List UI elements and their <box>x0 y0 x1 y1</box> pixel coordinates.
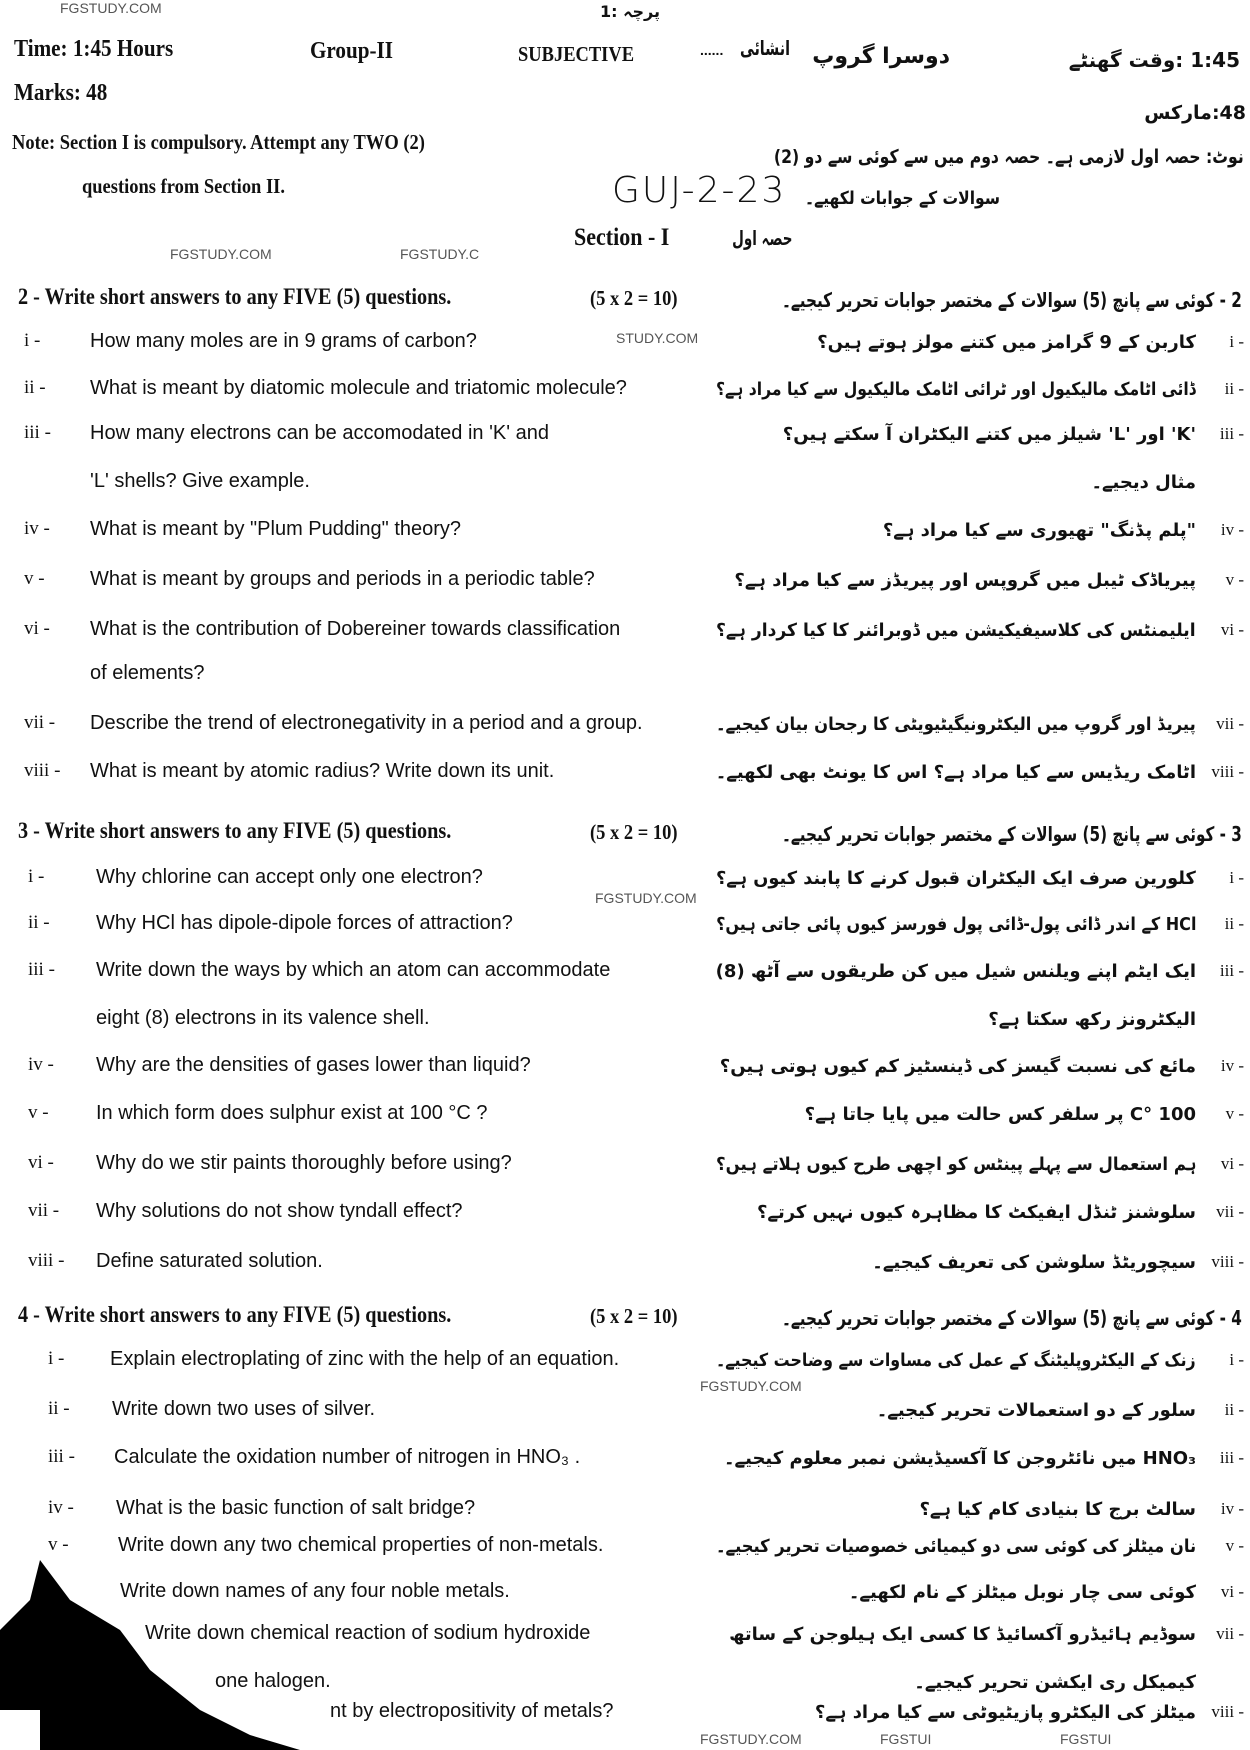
question-number: iii - <box>28 959 55 980</box>
watermark: FGSTUI <box>1060 1731 1112 1747</box>
time-label: Time: 1:45 Hours <box>14 36 174 62</box>
urdu-question-text: سیچوریٹڈ سلوشن کی تعریف کیجیے۔ <box>872 1252 1196 1273</box>
question-number: iv - <box>48 1497 74 1518</box>
urdu-note-line-1: نوٹ: حصہ اول لازمی ہے۔ حصہ دوم میں سے کوئی سے دو (2) <box>774 146 1244 168</box>
question-number: viii - <box>24 760 61 781</box>
urdu-question-text: 100 °C پر سلفر کس حالت میں پایا جاتا ہے؟ <box>804 1104 1196 1125</box>
question-number: ii - <box>24 377 46 398</box>
urdu-question-text: میٹلز کی الیکٹرو پازیٹیوٹی سے کیا مراد ہے؟ <box>814 1702 1196 1723</box>
question-text: What is meant by groups and periods in a periodic table? <box>90 568 595 590</box>
urdu-question-number: v - <box>1225 1536 1244 1555</box>
urdu-question-text: سالٹ برج کا بنیادی کام کیا ہے؟ <box>919 1499 1196 1520</box>
urdu-subjective: انشائی <box>740 36 790 60</box>
watermark: STUDY.COM <box>616 330 699 346</box>
question-number: vi - <box>24 618 50 639</box>
urdu-question-text: 'K' اور 'L' شیلز میں کتنے الیکٹران آ سکتے ہیں؟ <box>782 424 1196 445</box>
urdu-question-number: viii - <box>1211 1702 1244 1721</box>
section-title: Section - I <box>574 224 670 251</box>
note-line-1: Note: Section I is compulsory. Attempt any TWO (2) <box>12 130 425 154</box>
question-heading: 4 - Write short answers to any FIVE (5) questions. <box>18 1302 452 1327</box>
question-text: Write down chemical reaction of sodium hydroxide <box>145 1622 591 1644</box>
urdu-question-text: ہم استعمال سے پہلے پینٹس کو اچھی طرح کیوں ہلاتے ہیں؟ <box>715 1154 1196 1175</box>
note-line-2: questions from Section II. <box>82 174 285 198</box>
question-number: i - <box>48 1348 65 1369</box>
urdu-question-text: HCl کے اندر ڈائی پول-ڈائی پول فورسز کیوں پائی جاتی ہیں؟ <box>715 914 1196 935</box>
question-number: vii - <box>28 1200 60 1221</box>
urdu-question-text: "پلم پڈنگ" تھیوری سے کیا مراد ہے؟ <box>882 520 1196 541</box>
question-text-continued: of elements? <box>90 662 205 684</box>
question-text: Define saturated solution. <box>96 1250 323 1272</box>
paper-code-handwritten: GUJ-2-23 <box>612 170 787 211</box>
urdu-question-text: نان میٹلز کی کوئی سی دو کیمیائی خصوصیات تحریر کیجیے۔ <box>715 1536 1196 1557</box>
question-marks: (5 x 2 = 10) <box>590 820 678 844</box>
urdu-question-number: viii - <box>1211 1252 1244 1271</box>
question-text-continued: eight (8) electrons in its valence shell. <box>96 1007 430 1029</box>
urdu-paper: پرچہ :1 <box>600 2 660 21</box>
question-marks: (5 x 2 = 10) <box>590 286 678 310</box>
question-number: vi - <box>28 1152 54 1173</box>
urdu-question-text: اٹامک ریڈیس سے کیا مراد ہے؟ اس کا یونٹ بھی لکھیے۔ <box>715 762 1196 783</box>
urdu-question-number: iv - <box>1220 520 1244 539</box>
urdu-question-number: vi - <box>1220 620 1244 639</box>
urdu-question-text: سلور کے دو استعمالات تحریر کیجیے۔ <box>876 1400 1196 1421</box>
question-heading: 3 - Write short answers to any FIVE (5) questions. <box>18 818 452 843</box>
urdu-question-text: ایک ایٹم اپنے ویلنس شیل میں کن طریقوں سے آٹھ (8) <box>715 961 1196 982</box>
urdu-question-text: زنک کے الیکٹروپلیٹنگ کے عمل کی مساوات سے وضاحت کیجیے۔ <box>716 1350 1196 1371</box>
urdu-question-heading: 3 - کوئی سے پانچ (5) سوالات کے مختصر جوابات تحریر کیجیے۔ <box>782 822 1242 846</box>
scan-smudge <box>0 1560 330 1750</box>
question-text: Write down any two chemical properties of non-metals. <box>118 1534 604 1556</box>
question-text: Calculate the oxidation number of nitrogen in HNO₃ . <box>114 1446 581 1468</box>
question-text: What is meant by diatomic molecule and triatomic molecule? <box>90 377 627 399</box>
question-heading: 2 - Write short answers to any FIVE (5) questions. <box>18 284 452 309</box>
watermark: FGSTUDY.COM <box>700 1731 802 1747</box>
urdu-group: دوسرا گروپ <box>812 44 950 69</box>
urdu-question-number: i - <box>1229 1350 1244 1369</box>
urdu-question-number: vii - <box>1216 1624 1244 1643</box>
question-text: Write down names of any four noble metals. <box>120 1580 510 1602</box>
urdu-question-text: کلورین صرف ایک الیکٹران قبول کرنے کا پابند کیوں ہے؟ <box>716 868 1196 889</box>
question-number: iv - <box>28 1054 54 1075</box>
question-text: Write down the ways by which an atom can accommodate <box>96 959 611 981</box>
urdu-question-number: vi - <box>1220 1154 1244 1173</box>
question-number: v - <box>24 568 45 589</box>
urdu-question-number: iv - <box>1220 1056 1244 1075</box>
question-number: viii - <box>28 1250 65 1271</box>
question-text: Write down two uses of silver. <box>112 1398 376 1420</box>
urdu-question-number: vii - <box>1216 1202 1244 1221</box>
urdu-question-number: i - <box>1229 868 1244 887</box>
urdu-question-text: پیریاڈک ٹیبل میں گروپس اور پیریڈز سے کیا مراد ہے؟ <box>734 570 1196 591</box>
watermark: FGSTUDY.COM <box>700 1378 802 1394</box>
watermark: FGSTUDY.COM <box>60 0 162 16</box>
question-number: v - <box>28 1102 49 1123</box>
watermark: FGSTUDY.COM <box>170 246 272 262</box>
question-text: What is the basic function of salt bridge? <box>116 1497 476 1519</box>
watermark: FGSTUDY.COM <box>595 890 697 906</box>
urdu-question-text: پیریڈ اور گروپ میں الیکٹرونیگیٹیویٹی کا رجحان بیان کیجیے۔ <box>716 714 1196 735</box>
question-number: ii - <box>48 1398 70 1419</box>
question-text: Explain electroplating of zinc with the help of an equation. <box>110 1348 620 1370</box>
urdu-question-text: ڈائی اٹامک مالیکیول اور ٹرائی اٹامک مالیکیول سے کیا مراد ہے؟ <box>716 379 1196 400</box>
watermark: FGSTUI <box>880 1731 932 1747</box>
question-text: Why do we stir paints thoroughly before using? <box>96 1152 512 1174</box>
question-number: i - <box>28 866 45 887</box>
question-number: ii - <box>28 912 50 933</box>
question-number: v - <box>48 1534 69 1555</box>
question-number: vii - <box>24 712 56 733</box>
marks-label: Marks: 48 <box>14 80 108 106</box>
group-label: Group-II <box>310 38 393 64</box>
urdu-question-text-continued: کیمیکل ری ایکشن تحریر کیجیے۔ <box>914 1672 1196 1693</box>
urdu-question-number: vii - <box>1216 714 1244 733</box>
urdu-question-number: v - <box>1225 1104 1244 1123</box>
urdu-question-number: vi - <box>1220 1582 1244 1601</box>
question-text: Why are the densities of gases lower than liquid? <box>96 1054 531 1076</box>
question-text: Why HCl has dipole-dipole forces of attraction? <box>96 912 513 934</box>
question-text: What is the contribution of Dobereiner towards classification <box>90 618 621 640</box>
question-text: Describe the trend of electronegativity in a period and a group. <box>90 712 643 734</box>
urdu-question-text: سلوشنز ٹنڈل ایفیکٹ کا مظاہرہ کیوں نہیں کرتے؟ <box>756 1202 1196 1223</box>
question-text: nt by electropositivity of metals? <box>330 1700 614 1722</box>
urdu-question-number: v - <box>1225 570 1244 589</box>
urdu-marks: 48:مارکس <box>1144 102 1246 124</box>
urdu-question-text: مائع کی نسبت گیسز کی ڈینسٹیز کم کیوں ہوتی ہیں؟ <box>719 1056 1196 1077</box>
urdu-question-text-continued: مثال دیجیے۔ <box>1091 472 1196 493</box>
question-number: iii - <box>24 422 51 443</box>
question-text: How many electrons can be accomodated in 'K' and <box>90 422 550 444</box>
urdu-question-text: سوڈیم ہائیڈرو آکسائیڈ کا کسی ایک ہیلوجن کے ساتھ <box>729 1624 1196 1645</box>
question-text: Why solutions do not show tyndall effect? <box>96 1200 463 1222</box>
urdu-time: 1:45 :وقت گھنٹے <box>1068 48 1240 72</box>
dots: ...... <box>700 42 724 58</box>
urdu-question-number: ii - <box>1224 914 1244 933</box>
urdu-question-heading: 2 - کوئی سے پانچ (5) سوالات کے مختصر جوابات تحریر کیجیے۔ <box>782 288 1242 312</box>
urdu-question-text: ایلیمنٹس کی کلاسیفیکیشن میں ڈوبرائنر کا کیا کردار ہے؟ <box>716 620 1196 641</box>
question-number: i - <box>24 330 41 351</box>
question-text: What is meant by "Plum Pudding" theory? <box>90 518 462 540</box>
urdu-question-text: کاربن کے 9 گرامز میں کتنے مولز ہوتے ہیں؟ <box>817 332 1196 353</box>
urdu-question-number: ii - <box>1224 1400 1244 1419</box>
urdu-question-number: iv - <box>1220 1499 1244 1518</box>
watermark: FGSTUDY.C <box>400 246 480 262</box>
urdu-question-number: i - <box>1229 332 1244 351</box>
urdu-question-number: iii - <box>1219 424 1244 443</box>
question-text: Why chlorine can accept only one electron? <box>96 866 483 888</box>
urdu-question-text: کوئی سی چار نوبل میٹلز کے نام لکھیے۔ <box>848 1582 1196 1603</box>
urdu-question-number: iii - <box>1219 1448 1244 1467</box>
urdu-question-text-continued: الیکٹرونز رکھ سکتا ہے؟ <box>988 1009 1196 1030</box>
question-text-continued: 'L' shells? Give example. <box>90 470 310 492</box>
question-text-continued: one halogen. <box>215 1670 331 1692</box>
urdu-section-title: حصہ اول <box>731 226 792 250</box>
urdu-question-number: ii - <box>1224 379 1244 398</box>
urdu-question-number: viii - <box>1211 762 1244 781</box>
question-text: How many moles are in 9 grams of carbon? <box>90 330 477 352</box>
question-text: What is meant by atomic radius? Write down its unit. <box>90 760 555 782</box>
question-marks: (5 x 2 = 10) <box>590 1304 678 1328</box>
urdu-question-number: iii - <box>1219 961 1244 980</box>
urdu-question-text: HNO₃ میں نائٹروجن کا آکسیڈیشن نمبر معلوم کیجیے۔ <box>724 1448 1196 1469</box>
question-number: iv - <box>24 518 50 539</box>
subjective-label: SUBJECTIVE <box>518 42 635 66</box>
urdu-question-heading: 4 - کوئی سے پانچ (5) سوالات کے مختصر جوابات تحریر کیجیے۔ <box>782 1306 1242 1330</box>
urdu-note-line-2: سوالات کے جوابات لکھیے۔ <box>804 188 1000 209</box>
question-number: iii - <box>48 1446 75 1467</box>
question-text: In which form does sulphur exist at 100 °C ? <box>96 1102 488 1124</box>
